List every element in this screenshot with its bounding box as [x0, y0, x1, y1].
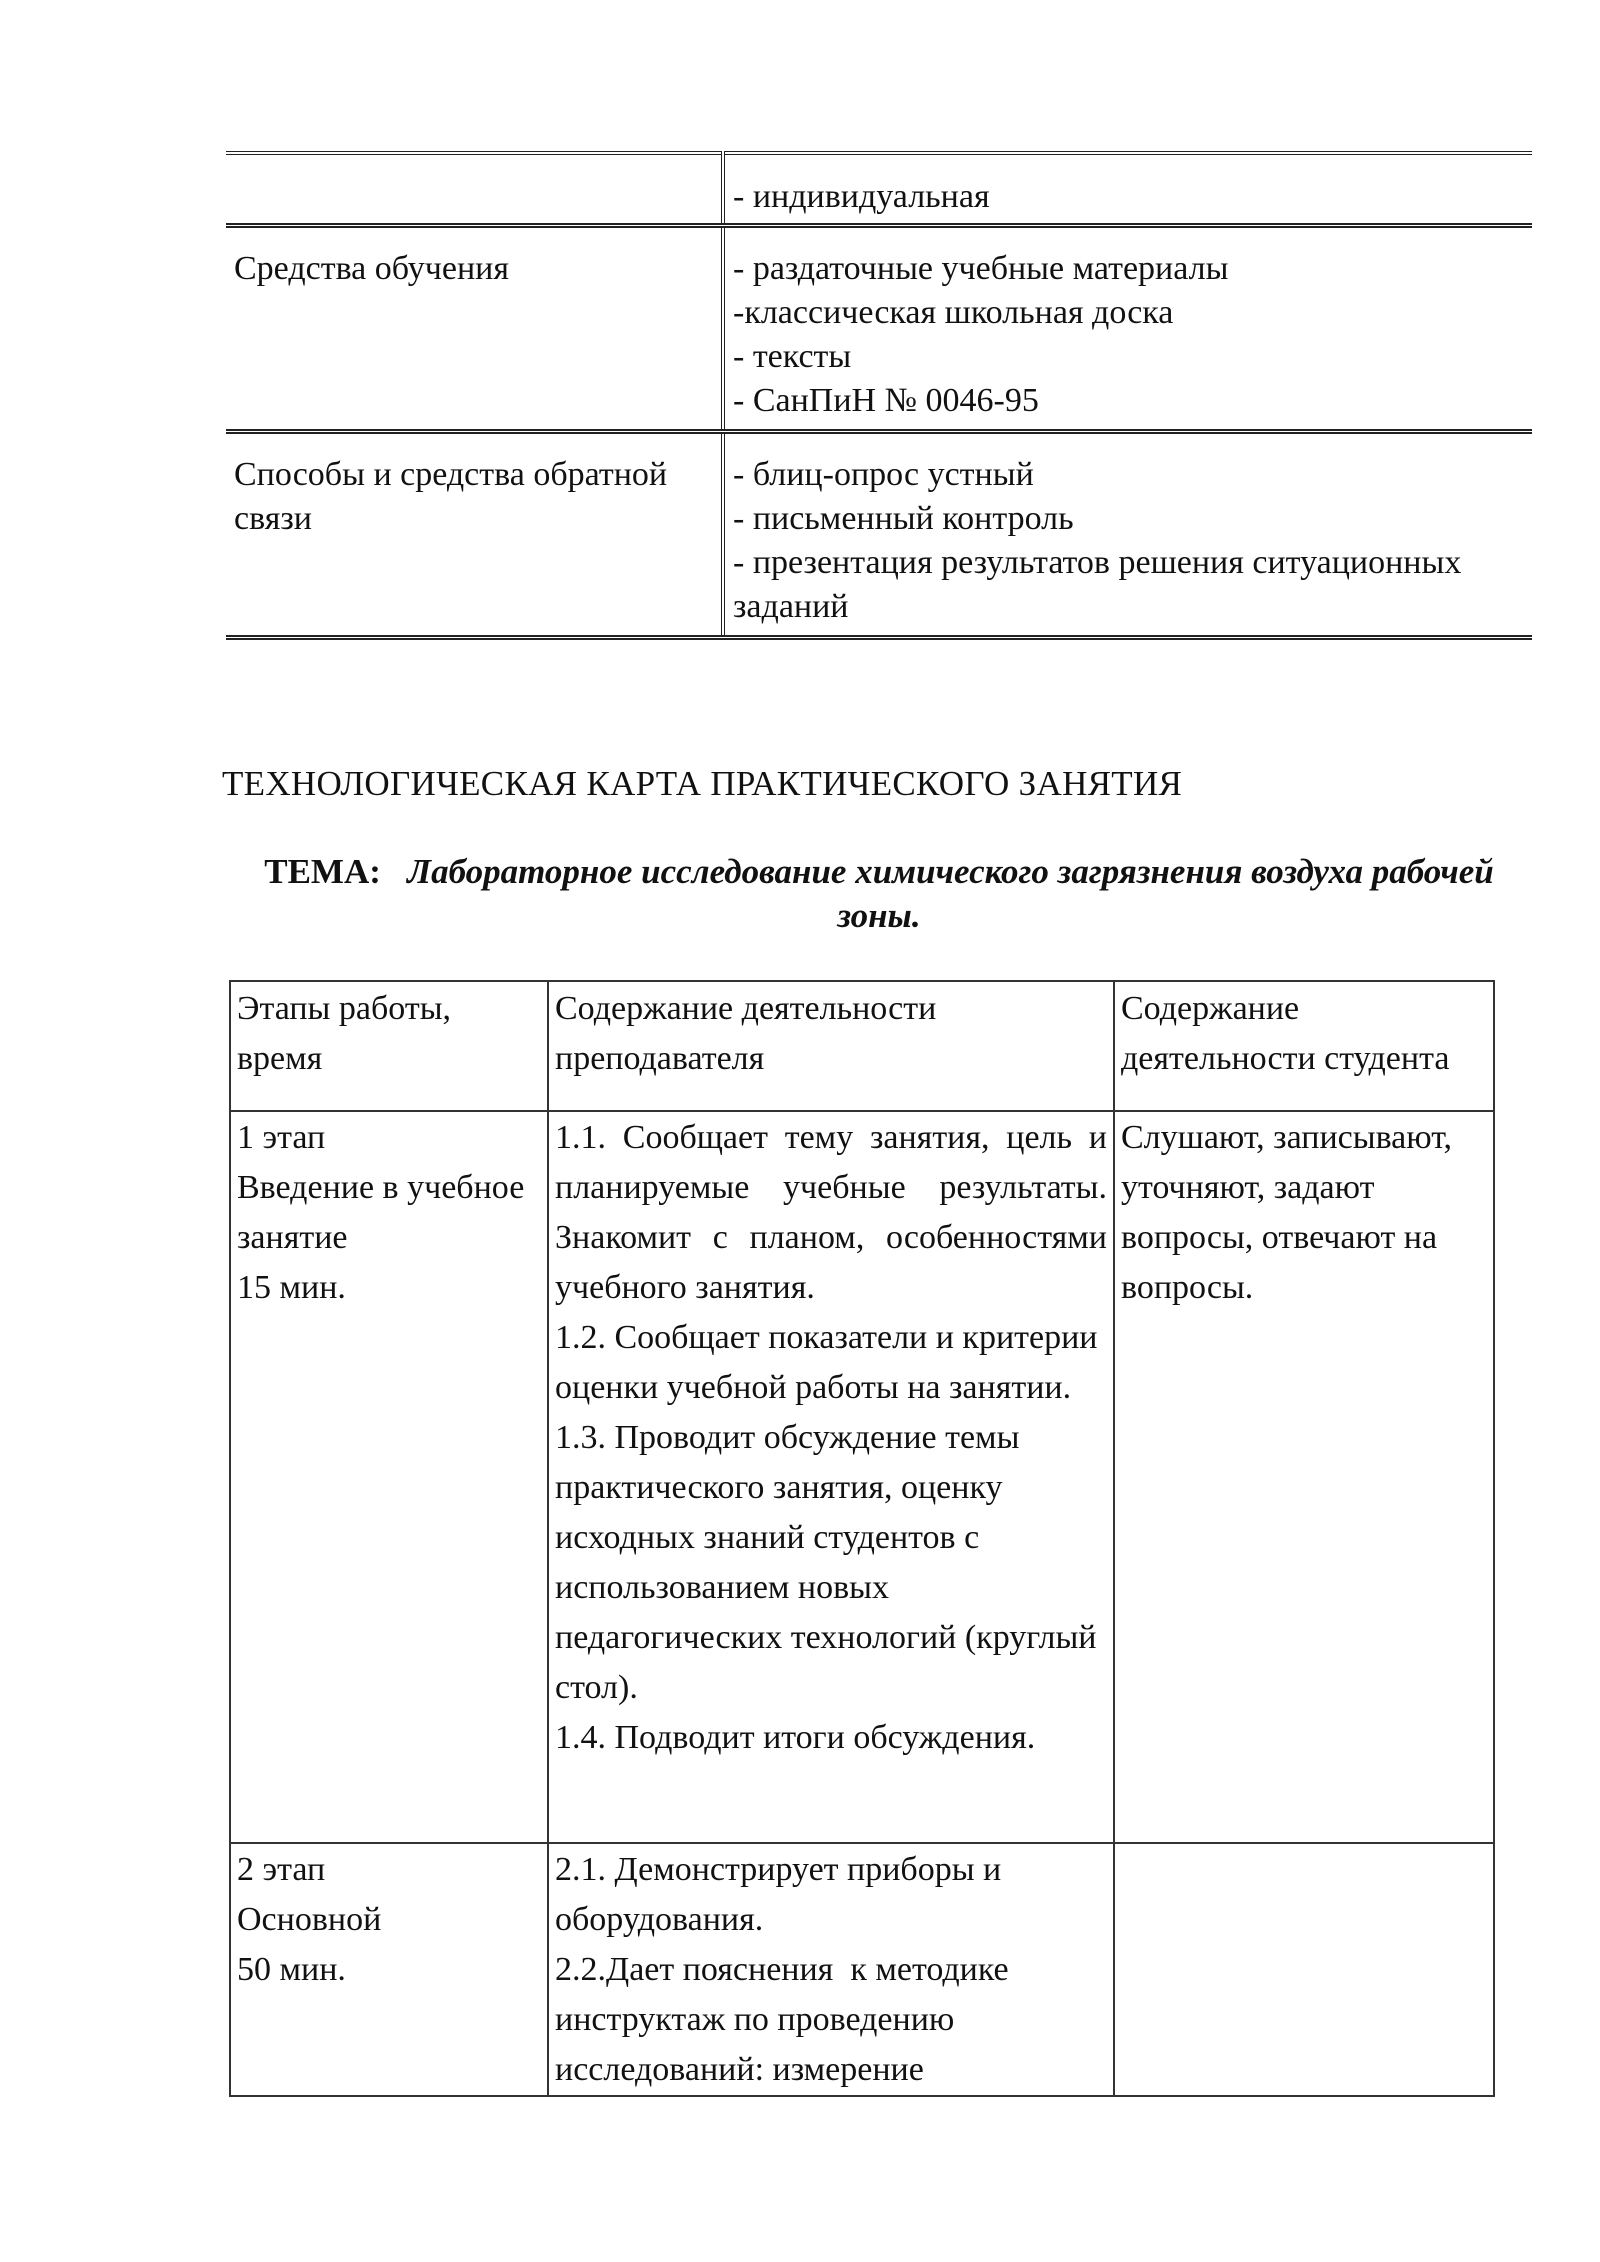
stage-name: Введение в учебное занятие	[237, 1169, 533, 1256]
teacher-step: 1.3. Проводит обсуждение темы практического занятия, оценку исходных знаний студентов с использованием новых педагогических технологий (круглый стол).	[555, 1419, 1097, 1706]
lesson-plan-table	[229, 980, 1495, 2097]
table-row	[226, 431, 1532, 637]
list-item: - презентация результатов решения ситуационных заданий	[733, 543, 1470, 625]
row-content	[723, 431, 1532, 637]
list-item: - письменный контроль	[733, 499, 1074, 537]
topic-prefix: ТЕМА:	[264, 852, 381, 891]
table-header-row	[230, 981, 1494, 1111]
stage-number: 2 этап	[237, 1851, 326, 1888]
section-title: ТЕХНОЛОГИЧЕСКАЯ КАРТА ПРАКТИЧЕСКОГО ЗАНЯТИЯ	[222, 764, 1183, 803]
table-row	[226, 153, 1532, 225]
topic-title: Лабораторное исследование химического загрязнения воздуха рабочей зоны.	[407, 852, 1494, 935]
table-row	[230, 1111, 1494, 1843]
row-label: Средства обучения	[226, 225, 723, 431]
stage-name: Основной	[237, 1901, 382, 1938]
list-item: - тексты	[733, 337, 852, 375]
row-content	[723, 153, 1532, 225]
column-header: Содержание деятельности студента	[1114, 981, 1494, 1111]
student-activity-cell	[1114, 1843, 1494, 2096]
row-label	[226, 153, 723, 225]
teacher-step: 1.1. Сообщает тему занятия, цель и планируемые учебные результаты. Знакомит с планом, особенностями учебного занятия.	[555, 1119, 1107, 1306]
list-item: - блиц-опрос устный	[733, 455, 1034, 493]
teacher-step: 2.2.Дает пояснения к методике инструктаж по проведению исследований: измерение	[555, 1951, 1018, 2088]
teacher-step: 1.2. Сообщает показатели и критерии оценки учебной работы на занятии.	[555, 1319, 1098, 1406]
teacher-activity-cell	[548, 1111, 1114, 1843]
column-header: Этапы работы, время	[230, 981, 548, 1111]
column-header: Содержание деятельности преподавателя	[548, 981, 1114, 1111]
teacher-activity-cell	[548, 1843, 1114, 2096]
stage-duration: 50 мин.	[237, 1951, 346, 1988]
teacher-step: 1.4. Подводит итоги обсуждения.	[555, 1719, 1036, 1756]
stage-duration: 15 мин.	[237, 1269, 346, 1306]
table-row	[230, 1843, 1494, 2096]
row-content	[723, 225, 1532, 431]
list-item: - СанПиН № 0046-95	[733, 381, 1039, 419]
stage-cell	[230, 1111, 548, 1843]
stage-number: 1 этап	[237, 1119, 326, 1156]
list-item: -классическая школьная доска	[733, 293, 1174, 331]
student-activity-cell: Слушают, записывают, уточняют, задают вопросы, отвечают на вопросы.	[1114, 1111, 1494, 1843]
teacher-step: 2.1. Демонстрирует приборы и оборудования.	[555, 1851, 1002, 1938]
resources-table	[226, 151, 1532, 640]
list-item: - индивидуальная	[733, 178, 990, 215]
topic-heading	[226, 850, 1532, 938]
row-label: Способы и средства обратной связи	[226, 431, 723, 637]
stage-cell	[230, 1843, 548, 2096]
table-row	[226, 225, 1532, 431]
list-item: - раздаточные учебные материалы	[733, 249, 1229, 287]
